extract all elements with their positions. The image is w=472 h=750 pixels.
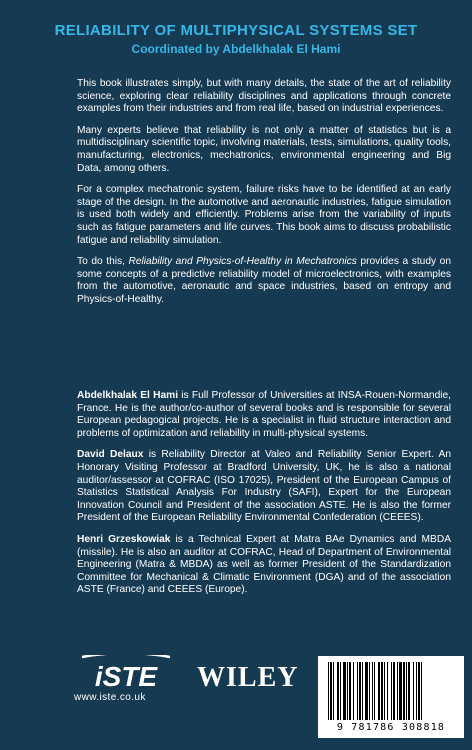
author-bios xyxy=(77,390,451,606)
description-paragraph: Many experts believe that reliability is not only a matter of statistics but is a multidisciplinary scientific topic, involving materials, tests, simulations, quality tools, manufacturing, electronics, mechatronics, environmental engineering and Big Data, among others. xyxy=(77,124,451,174)
description-paragraph: For a complex mechatronic system, failure risks have to be identified at an early stage of the design. In the automotive and aeronautic industries, fatigue simulation is used both widely and efficiently. Problems arise from the variability of inputs such as fatigue parameters and life curves. This book aims to discuss probabilistic fatigue and reliability simulation. xyxy=(77,184,451,246)
description-paragraph: This book illustrates simply, but with many details, the state of the art of reliability science, exploring clear reliability disciplines and applications through concrete examples from their industries and from real life, based on industrial experiences. xyxy=(77,78,451,115)
book-title: Reliability and Physics-of-Healthy in Mechatronics xyxy=(128,256,357,268)
isbn-number: 9 781786 308818 xyxy=(336,722,446,733)
author-bio-text: is Full Professor of Universities at INSA-Rouen-Normandie, France. He is the author/co-author of several books and is responsible for several European pedagogical projects. He is a specialist in fluid structure interaction and problems of optimization and reliability in multi-physical systems. xyxy=(77,390,451,439)
description-text: To do this, xyxy=(77,256,129,268)
author-bio xyxy=(77,449,451,525)
iste-logo xyxy=(72,655,180,691)
iste-url: www.iste.co.uk xyxy=(74,692,146,703)
isbn-barcode xyxy=(318,656,464,738)
series-title: RELIABILITY OF MULTIPHYSICAL SYSTEMS SET xyxy=(54,22,418,39)
author-name: Abdelkhalak El Hami xyxy=(77,390,179,401)
author-bio-text: is Reliability Director at Valeo and Reliability Senior Expert. An Honorary Visiting Professor at Bradford University, UK, he is also a national auditor/assessor at COFRAC (ISO 17025), President of the European Campus of Statistics Statistical Analysis For Industry (SAFI), Expert for the European Innovation Council and President of the association ASTE. He is also the former President of the European Reliability Environmental Confederation (CEEES). xyxy=(77,449,451,524)
author-name: Henri Grzeskowiak xyxy=(77,533,171,545)
series-coordinator: Coordinated by Abdelkhalak El Hami xyxy=(131,42,341,56)
svg-text:iSTE: iSTE xyxy=(94,661,158,691)
book-description xyxy=(77,78,451,316)
description-paragraph xyxy=(77,256,451,306)
author-bio xyxy=(77,390,451,440)
author-bio xyxy=(77,534,451,597)
author-bio-text: is a Technical Expert at Matra BAe Dynamics and MBDA (missile). He is also an auditor at COFRAC, Head of Department of Environmental Engineering (Matra & MBDA) as well as former President of the Standardization Committee for Mechanical & Climatic Environment (DGA) and of the association ASTE (France) and CEEES (Europe). xyxy=(77,533,451,596)
barcode-bars xyxy=(326,662,456,722)
author-name: David Delaux xyxy=(77,449,144,461)
description-text: provides a study on some concepts of a predictive reliability model of microelectronics, with examples from the automotive, aeronautic and space industries, based on entropy and Physics-of-Healthy. xyxy=(77,256,451,305)
wiley-logo: WILEY xyxy=(197,662,299,693)
